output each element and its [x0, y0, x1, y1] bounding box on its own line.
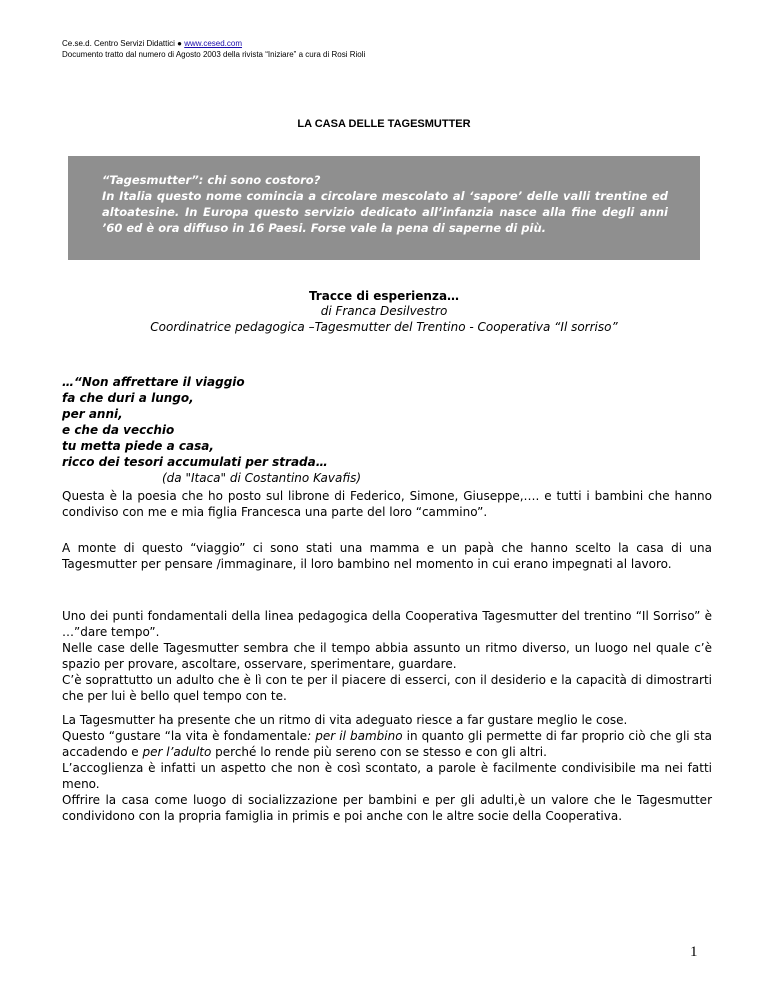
document-header: [62, 38, 365, 60]
header-org: Ce.se.d. Centro Servizi Didattici ●: [62, 39, 185, 48]
header-line-1: [62, 38, 365, 49]
author-line: di Franca Desilvestro: [320, 304, 448, 318]
poem-line: …“Non affrettare il viaggio: [62, 375, 245, 389]
paragraph-text: Questa è la poesia che ho posto sul librone di Federico, Simone, Giuseppe,…. e tutti i bambini che hanno condiviso con me e mia figlia Francesca una parte del loro “cammino”.: [62, 489, 712, 519]
poem-line: fa che duri a lungo,: [62, 391, 194, 405]
document-title: LA CASA DELLE TAGESMUTTER: [297, 118, 471, 130]
paragraph-text: Offrire la casa come luogo di socializzazione per bambini e per gli adulti,è un valore che le Tagesmutter condividono con la propria famiglia in primis e poi anche con le altre socie della Cooperativa.: [62, 793, 712, 823]
intro-body: In Italia questo nome comincia a circolare mescolato al ‘sapore’ delle valli trentine ed altoatesine. In Europa questo servizio dedicato all’infanzia nasce alla fine degli anni ’60 ed è ora diffuso in 16 Paesi. Forse vale la pena di saperne di più.: [102, 189, 668, 235]
emphasis-child: : per il bambino: [307, 729, 403, 743]
paragraph-1: [62, 488, 712, 520]
header-line-2: Documento tratto dal numero di Agosto 2003 della rivista “Iniziare” a cura di Rosi Rioli: [62, 50, 366, 59]
poem-line: tu metta piede a casa,: [62, 439, 214, 453]
page-number: 1: [690, 944, 698, 960]
intro-question: “Tagesmutter”: chi sono costoro?: [102, 173, 321, 187]
emphasis-adult: per l’adulto: [142, 745, 212, 759]
paragraph-text: [62, 728, 712, 760]
text-run: in quanto gli permette di far proprio ciò che gli sta accadendo e: [62, 729, 713, 759]
paragraph-4: [62, 712, 712, 824]
paragraph-text: A monte di questo “viaggio” ci sono stati una mamma e un papà che hanno scelto la casa di una Tagesmutter per pensare /immaginare, il loro bambino nel momento in cui erano impegnati al lavoro.: [62, 541, 712, 571]
paragraph-text: C’è soprattutto un adulto che è lì con te per il piacere di esserci, con il desiderio e la capacità di dimostrarti che per lui è bello quel tempo con te.: [62, 673, 712, 703]
website-link[interactable]: www.cesed.com: [184, 39, 243, 48]
paragraph-3: [62, 608, 712, 704]
poem-quote: [62, 374, 361, 486]
paragraph-text: L’accoglienza è infatti un aspetto che non è così scontato, a parole è facilmente condivisibile ma nei fatti meno.: [62, 761, 712, 791]
poem-line: e che da vecchio: [62, 423, 175, 437]
poem-line: ricco dei tesori accumulati per strada…: [62, 455, 328, 469]
intro-box-text: [102, 172, 668, 236]
poem-source: (da "Itaca" di Costantino Kavafis): [162, 471, 362, 485]
poem-line: per anni,: [62, 407, 123, 421]
text-run: Questo “gustare “la vita è fondamentale: [62, 729, 308, 743]
author-role: Coordinatrice pedagogica –Tagesmutter del Trentino - Cooperativa “Il sorriso”: [150, 320, 618, 334]
text-run: perché lo rende più sereno con se stesso e con gli altri.: [211, 745, 547, 759]
paragraph-text: Uno dei punti fondamentali della linea pedagogica della Cooperativa Tagesmutter del trentino “Il Sorriso” è …”dare tempo”.: [62, 609, 712, 639]
section-heading: Tracce di esperienza…: [308, 289, 460, 303]
paragraph-text: La Tagesmutter ha presente che un ritmo di vita adeguato riesce a far gustare meglio le cose.: [62, 713, 628, 727]
paragraph-text: Nelle case delle Tagesmutter sembra che il tempo abbia assunto un ritmo diverso, un luogo nel quale c’è spazio per provare, ascoltare, osservare, sperimentare, guardare.: [62, 641, 712, 671]
paragraph-2: [62, 540, 712, 572]
